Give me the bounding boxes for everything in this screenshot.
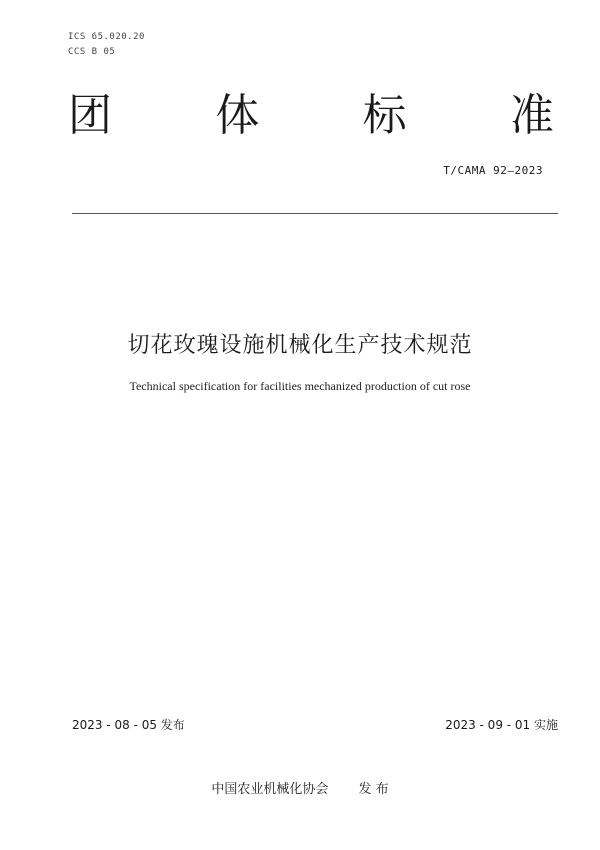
classification-codes xyxy=(68,30,145,60)
publisher-name: 中国农业机械化协会 xyxy=(211,782,329,797)
publisher-line xyxy=(0,778,600,797)
standard-title-english: Technical specification for facilities mechanized production of cut rose xyxy=(129,379,471,393)
title-char-3: 标 xyxy=(362,90,407,141)
ics-code: ICS 65.020.20 xyxy=(68,32,145,42)
standard-number: T/CAMA 92—2023 xyxy=(443,164,543,177)
title-char-1: 团 xyxy=(68,90,112,141)
publisher-action: 发 布 xyxy=(358,782,389,797)
title-char-2: 体 xyxy=(215,90,260,141)
document-type-title xyxy=(68,88,554,144)
header-divider xyxy=(72,213,558,214)
title-char-4: 准 xyxy=(509,90,554,141)
implementation-date: 2023 - 09 - 01 实施 xyxy=(445,718,558,732)
ccs-code: CCS B 05 xyxy=(68,47,116,57)
publish-date: 2023 - 08 - 05 发布 xyxy=(72,718,185,732)
standard-title-chinese: 切花玫瑰设施机械化生产技术规范 xyxy=(127,333,473,358)
